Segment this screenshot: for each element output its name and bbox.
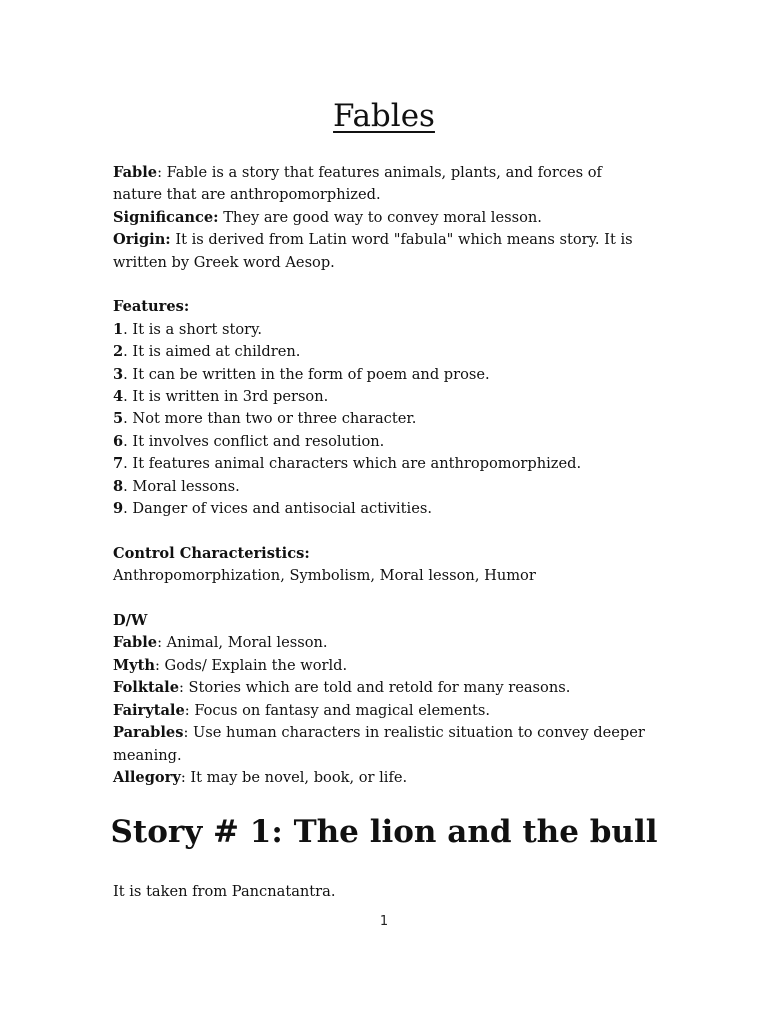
page-number: 1 (379, 914, 389, 929)
spacer (113, 588, 653, 610)
spacer (113, 274, 653, 296)
definition-significance (113, 207, 653, 229)
list-item (113, 655, 653, 677)
story-source: It is taken from Pancnatantra. (113, 883, 336, 900)
page-title: Fables (333, 98, 435, 134)
term: Parables (113, 724, 184, 742)
control-text: Anthropomorphization, Symbolism, Moral lesson, Humor (113, 567, 536, 585)
spacer (113, 520, 653, 542)
definition-origin (113, 229, 653, 274)
item-number: 6 (113, 432, 124, 450)
term: Fairytale (113, 701, 185, 719)
term: Allegory (113, 768, 181, 786)
item-text: . It is aimed at children. (123, 343, 301, 361)
term-text: : It may be novel, book, or life. (180, 768, 408, 786)
list-item (113, 431, 653, 453)
list-item (113, 700, 653, 722)
item-number: 2 (113, 343, 124, 361)
dw-list (113, 632, 653, 789)
term-text: : Use human characters in realistic situation to convey deeper meaning. (113, 724, 645, 764)
item-number: 9 (113, 500, 124, 518)
list-item (113, 364, 653, 386)
definition-text: Fable is a story that features animals, plants, and forces of nature that are anthropomorphized. (113, 164, 602, 204)
list-item (113, 767, 653, 789)
list-item (113, 722, 653, 767)
item-text: . Not more than two or three character. (123, 410, 417, 428)
item-number: 4 (113, 388, 124, 406)
list-item (113, 632, 653, 654)
control-heading: Control Characteristics: (113, 544, 310, 562)
term-text: : Gods/ Explain the world. (155, 656, 348, 674)
list-item (113, 319, 653, 341)
item-text: . It is written in 3rd person. (123, 388, 329, 406)
term: Myth (113, 656, 155, 674)
list-item (113, 386, 653, 408)
item-text: . It can be written in the form of poem and prose. (123, 365, 490, 383)
definition-fable (113, 162, 653, 207)
term-text: : Stories which are told and retold for many reasons. (178, 679, 571, 697)
list-item (113, 408, 653, 430)
definition-label: Origin: (113, 231, 171, 249)
definition-label: Fable (113, 164, 158, 181)
features-heading: Features: (113, 298, 190, 316)
item-number: 5 (113, 410, 124, 428)
item-number: 7 (113, 455, 124, 473)
definition-text: It is derived from Latin word "fabula" which means story. It is written by Greek word Aesop. (113, 231, 633, 271)
list-item (113, 476, 653, 498)
item-number: 3 (113, 365, 124, 383)
definition-label: Significance: (113, 208, 219, 226)
dw-heading: D/W (113, 612, 148, 630)
features-list (113, 319, 653, 521)
list-item (113, 341, 653, 363)
term-text: : Focus on fantasy and magical elements. (184, 701, 491, 719)
definition-separator: : (157, 164, 162, 181)
term: Fable (113, 634, 158, 652)
list-item (113, 453, 653, 475)
document-body (113, 162, 653, 789)
item-text: . It features animal characters which are anthropomorphized. (123, 455, 582, 473)
definition-text: They are good way to convey moral lesson. (218, 208, 542, 226)
item-text: . Moral lessons. (123, 477, 240, 495)
term-text: : Animal, Moral lesson. (157, 634, 328, 652)
item-number: 8 (113, 477, 124, 495)
item-text: . It is a short story. (123, 320, 263, 338)
story-heading: Story # 1: The lion and the bull (110, 814, 658, 850)
item-number: 1 (113, 320, 124, 338)
term: Folktale (113, 679, 179, 697)
item-text: . It involves conflict and resolution. (123, 432, 385, 450)
item-text: . Danger of vices and antisocial activities. (123, 500, 432, 518)
list-item (113, 498, 653, 520)
list-item (113, 677, 653, 699)
